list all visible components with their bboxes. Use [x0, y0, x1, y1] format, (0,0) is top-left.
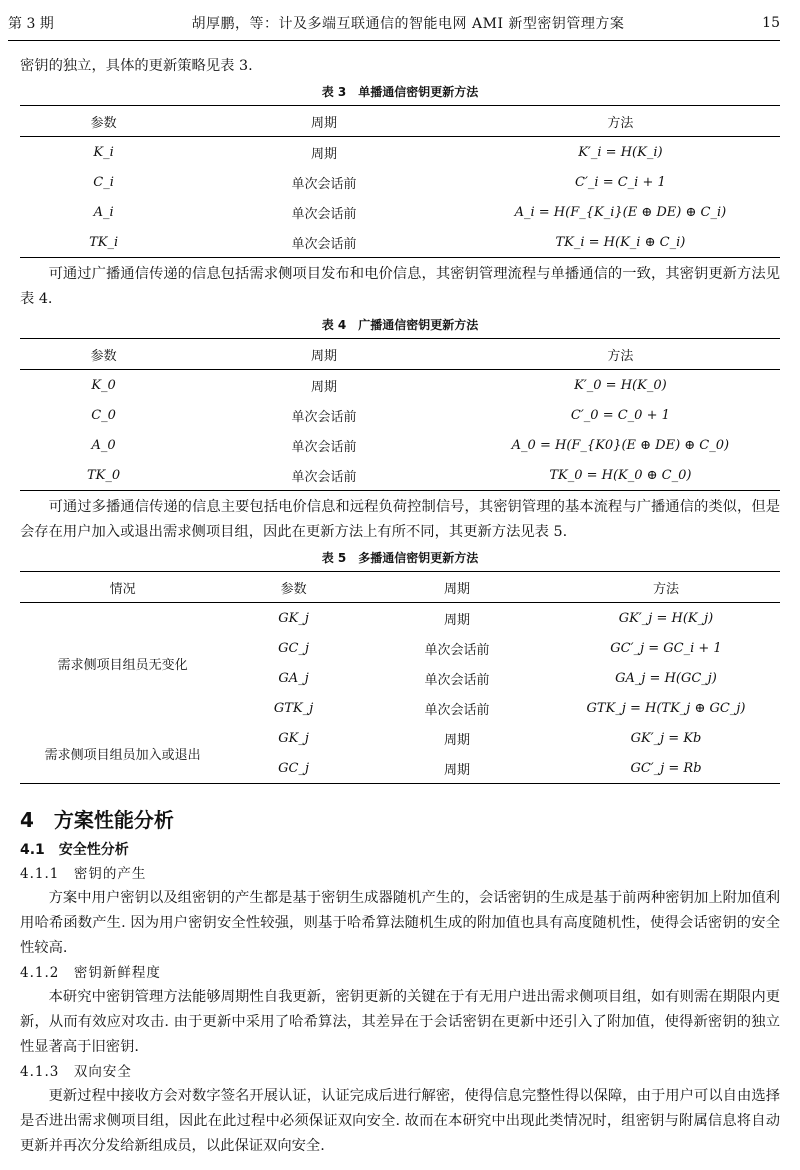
table-cell: 单次会话前 [291, 236, 357, 252]
table-cell: TK_i [89, 234, 119, 250]
page-number: 15 [762, 15, 780, 31]
table-row [20, 370, 780, 401]
table-cell: 周期 [443, 762, 470, 778]
table5-caption: 表 5 多播通信密钥更新方法 [321, 551, 479, 565]
table-cell: A_0 [91, 437, 116, 453]
table3-header-period: 周期 [187, 106, 461, 137]
table-cell: C_0 [91, 407, 116, 423]
table-cell: K′_0 = H(K_0) [574, 377, 667, 393]
table4 [20, 338, 780, 491]
table3-header-param: 参数 [20, 106, 187, 137]
table5-header-param: 参数 [225, 572, 362, 603]
table-cell: C_i [93, 174, 114, 190]
table-cell: 单次会话前 [424, 672, 490, 688]
paragraph: 方案中用户密钥以及组密钥的产生都是基于密钥生成器随机产生的，会话密钥的生成是基于前两种密钥加上附加值利用哈希函数产生. 因为用户密钥安全性较强，则基于哈希算法随机生成的附加值也具有高度随机性，使得会话密钥的安全性较高. [20, 890, 780, 956]
table-cell: GTK_j = H(TK_j ⊕ GC_j) [586, 700, 746, 716]
table-cell: A_i [93, 204, 114, 220]
section-heading: 4 方案性能分析 [20, 808, 174, 832]
subsubsection-heading: 4.1.3 双向安全 [20, 1064, 132, 1080]
table-cell: GTK_j [273, 700, 314, 716]
table-cell: GC′_j = Rb [630, 760, 702, 776]
subsubsection-heading: 4.1.2 密钥新鲜程度 [20, 965, 161, 981]
table-row [20, 400, 780, 430]
table-row [20, 227, 780, 258]
table-cell: 单次会话前 [291, 469, 357, 485]
table-cell: TK_0 [87, 467, 121, 483]
paragraph-broadcast: 可通过广播通信传递的信息包括需求侧项目发布和电价信息，其密钥管理流程与单播通信的一致，其密钥更新方法见表 4. [20, 266, 780, 307]
table-cell: 单次会话前 [291, 439, 357, 455]
table4-header-method: 方法 [461, 339, 780, 370]
table-cell: GA_j = H(GC_j) [615, 670, 717, 686]
table-cell: 周期 [443, 732, 470, 748]
subsubsection-heading: 4.1.1 密钥的产生 [20, 866, 147, 882]
table-cell: 单次会话前 [424, 642, 490, 658]
table-cell: K′_i = H(K_i) [578, 144, 663, 160]
table-cell: GC′_j = GC_i + 1 [610, 640, 722, 656]
paragraph-multicast: 可通过多播通信传递的信息主要包括电价信息和远程负荷控制信号，其密钥管理的基本流程与广播通信的类似，但是会存在用户加入或退出需求侧项目组，因此在更新方法上有所不同，其更新方法见表 5. [20, 499, 780, 540]
table-cell: 周期 [443, 612, 470, 628]
table5 [20, 571, 780, 784]
table-cell: 单次会话前 [291, 206, 357, 222]
table-row [20, 723, 780, 753]
table-row [20, 197, 780, 227]
table4-header-param: 参数 [20, 339, 187, 370]
table-cell: GK_j [278, 610, 309, 626]
table4-caption: 表 4 广播通信密钥更新方法 [321, 318, 479, 332]
table3 [20, 105, 780, 258]
table-row [20, 167, 780, 197]
table-cell: TK_i = H(K_i ⊕ C_i) [555, 234, 686, 250]
table-cell: K_0 [91, 377, 116, 393]
table-cell: GC_j [278, 640, 310, 656]
table-cell: 周期 [310, 146, 337, 162]
table-cell: 单次会话前 [424, 702, 490, 718]
table3-caption: 表 3 单播通信密钥更新方法 [321, 85, 479, 99]
table-cell: K_i [93, 144, 114, 160]
situation-cell: 需求侧项目组员加入或退出 [44, 747, 201, 763]
table-row [20, 460, 780, 491]
table5-header-situation: 情况 [20, 572, 225, 603]
table-cell: 周期 [310, 379, 337, 395]
subsection-heading: 4.1 安全性分析 [20, 842, 129, 858]
intro-line: 密钥的独立，具体的更新策略见表 3. [20, 58, 253, 74]
table5-header-method: 方法 [552, 572, 780, 603]
table5-header-period: 周期 [362, 572, 552, 603]
table-row [20, 430, 780, 460]
table-cell: 单次会话前 [291, 409, 357, 425]
table-cell: 单次会话前 [291, 176, 357, 192]
table-cell: GK′_j = H(K_j) [618, 610, 714, 626]
table4-header-period: 周期 [187, 339, 461, 370]
table-row [20, 603, 780, 634]
table-cell: C′_0 = C_0 + 1 [570, 407, 670, 423]
table-cell: GA_j [278, 670, 309, 686]
table-cell: A_0 = H(F_{K0}(E ⊕ DE) ⊕ C_0) [511, 437, 730, 453]
table-row [20, 137, 780, 168]
table-cell: GC_j [278, 760, 310, 776]
issue-number: 第 3 期 [8, 16, 54, 32]
situation-cell: 需求侧项目组员无变化 [57, 657, 188, 673]
table3-header-method: 方法 [461, 106, 780, 137]
table-cell: GK_j [278, 730, 309, 746]
table-cell: GK′_j = Kb [630, 730, 702, 746]
table-cell: A_i = H(F_{K_i}(E ⊕ DE) ⊕ C_i) [514, 204, 727, 220]
table-cell: TK_0 = H(K_0 ⊕ C_0) [549, 467, 692, 483]
paragraph: 更新过程中接收方会对数字签名开展认证，认证完成后进行解密，使得信息完整性得以保障，由于用户可以自由选择是否进出需求侧项目组，因此在此过程中必须保证双向安全. 故而在本研究中出现此类情况时，组密钥与附属信息将自动更新并再次分发给新组成员，以此保证双向安全. [20, 1088, 780, 1154]
paragraph: 本研究中密钥管理方法能够周期性自我更新，密钥更新的关键在于有无用户进出需求侧项目组，如有则需在期限内更新，从而有效应对攻击. 由于更新中采用了哈希算法，其差异在于会话密钥在更新中还引入了附加值，使得新密钥的独立性显著高于旧密钥. [20, 989, 780, 1055]
running-title: 胡厚鹏，等：计及多端互联通信的智能电网 AMI 新型密钥管理方案 [191, 16, 625, 32]
running-header [8, 10, 780, 41]
page-body [20, 54, 780, 1159]
table-cell: C′_i = C_i + 1 [575, 174, 666, 190]
